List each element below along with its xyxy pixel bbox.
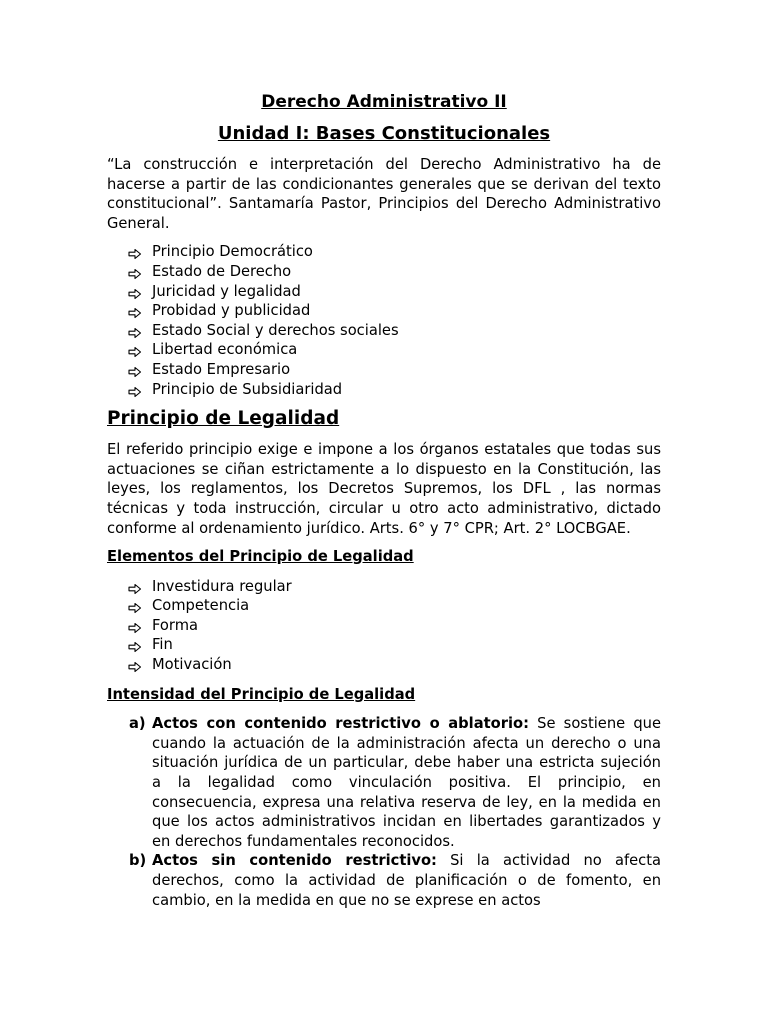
list-item-label: Fin: [152, 636, 173, 654]
arrow-right-outline-icon: [128, 581, 142, 593]
list-item: [107, 242, 661, 262]
arrow-right-outline-icon: [128, 639, 142, 651]
document-title: Derecho Administrativo II: [261, 92, 507, 112]
document-body: [107, 91, 661, 910]
list-item: [107, 577, 661, 597]
list-item: [107, 635, 661, 655]
arrow-right-outline-icon: [128, 325, 142, 337]
arrow-right-outline-icon: [128, 600, 142, 612]
intensity-list: [107, 714, 661, 910]
arrow-right-outline-icon: [128, 659, 142, 671]
item-lead: Actos con contenido restrictivo o ablatorio:: [152, 715, 529, 733]
list-item: [107, 340, 661, 360]
list-item-label: Investidura regular: [152, 577, 292, 595]
list-item: [107, 596, 661, 616]
list-item: [107, 301, 661, 321]
list-item-label: Estado de Derecho: [152, 262, 292, 280]
list-item-label: Probidad y publicidad: [152, 302, 311, 320]
list-item-label: Motivación: [152, 656, 232, 674]
arrow-right-outline-icon: [128, 364, 142, 376]
intensity-item: [107, 714, 661, 851]
list-item-label: Forma: [152, 616, 198, 634]
intensity-item: [107, 851, 661, 910]
elements-heading: Elementos del Principio de Legalidad: [107, 548, 414, 566]
intro-quote: “La construcción e interpretación del Derecho Administrativo ha de hacerse a partir de las condicionantes generales que se derivan del texto constitucional”. Santamaría Pastor, Principios del Derecho Administrativo General.: [107, 156, 661, 232]
item-text: Se sostiene que cuando la actuación de la administración afecta un derecho o una situación jurídica de un particular, debe haber una estricta sujeción a la legalidad como vinculación positiva. El principio, en consecuencia, expresa una relativa reserva de ley, en la medida en que los actos administrativos incidan en libertades garantizados y en derechos fundamentales reconocidos.: [152, 715, 661, 850]
list-item-label: Juricidad y legalidad: [152, 282, 301, 300]
item-lead: Actos sin contenido restrictivo:: [152, 852, 437, 870]
list-item: [107, 282, 661, 302]
arrow-right-outline-icon: [128, 384, 142, 396]
arrow-right-outline-icon: [128, 305, 142, 317]
item-text: Si la actividad no afecta derechos, como la actividad de planificación o de fomento, en cambio, en la medida en que no se exprese en actos: [152, 852, 661, 909]
arrow-right-outline-icon: [128, 344, 142, 356]
list-item-label: Principio Democrático: [152, 243, 313, 261]
arrow-right-outline-icon: [128, 286, 142, 298]
list-item-label: Estado Empresario: [152, 360, 291, 378]
item-marker: a): [129, 715, 146, 733]
arrow-right-outline-icon: [128, 246, 142, 258]
arrow-right-outline-icon: [128, 266, 142, 278]
list-item: [107, 655, 661, 675]
list-item: [107, 262, 661, 282]
intensity-heading: Intensidad del Principio de Legalidad: [107, 685, 416, 703]
list-item: [107, 321, 661, 341]
section-paragraph: El referido principio exige e impone a los órganos estatales que todas sus actuaciones se ciñan estrictamente a lo dispuesto en la Constitución, las leyes, los reglamentos, los Decretos Supremos, los DFL , las normas técnicas y toda instrucción, circular u otro acto administrativo, dictado conforme al ordenamiento jurídico. Arts. 6° y 7° CPR; Art. 2° LOCBGAE.: [107, 441, 661, 537]
list-item-label: Libertad económica: [152, 341, 298, 359]
section-heading: Principio de Legalidad: [107, 408, 340, 430]
list-item-label: Competencia: [152, 597, 250, 615]
list-item: [107, 616, 661, 636]
arrow-right-outline-icon: [128, 620, 142, 632]
item-marker: b): [129, 852, 147, 870]
bases-list: [107, 242, 661, 399]
list-item-label: Estado Social y derechos sociales: [152, 321, 399, 339]
elements-list: [107, 577, 661, 675]
document-subtitle: Unidad I: Bases Constitucionales: [217, 123, 551, 144]
list-item-label: Principio de Subsidiaridad: [152, 380, 343, 398]
list-item: [107, 380, 661, 400]
list-item: [107, 360, 661, 380]
